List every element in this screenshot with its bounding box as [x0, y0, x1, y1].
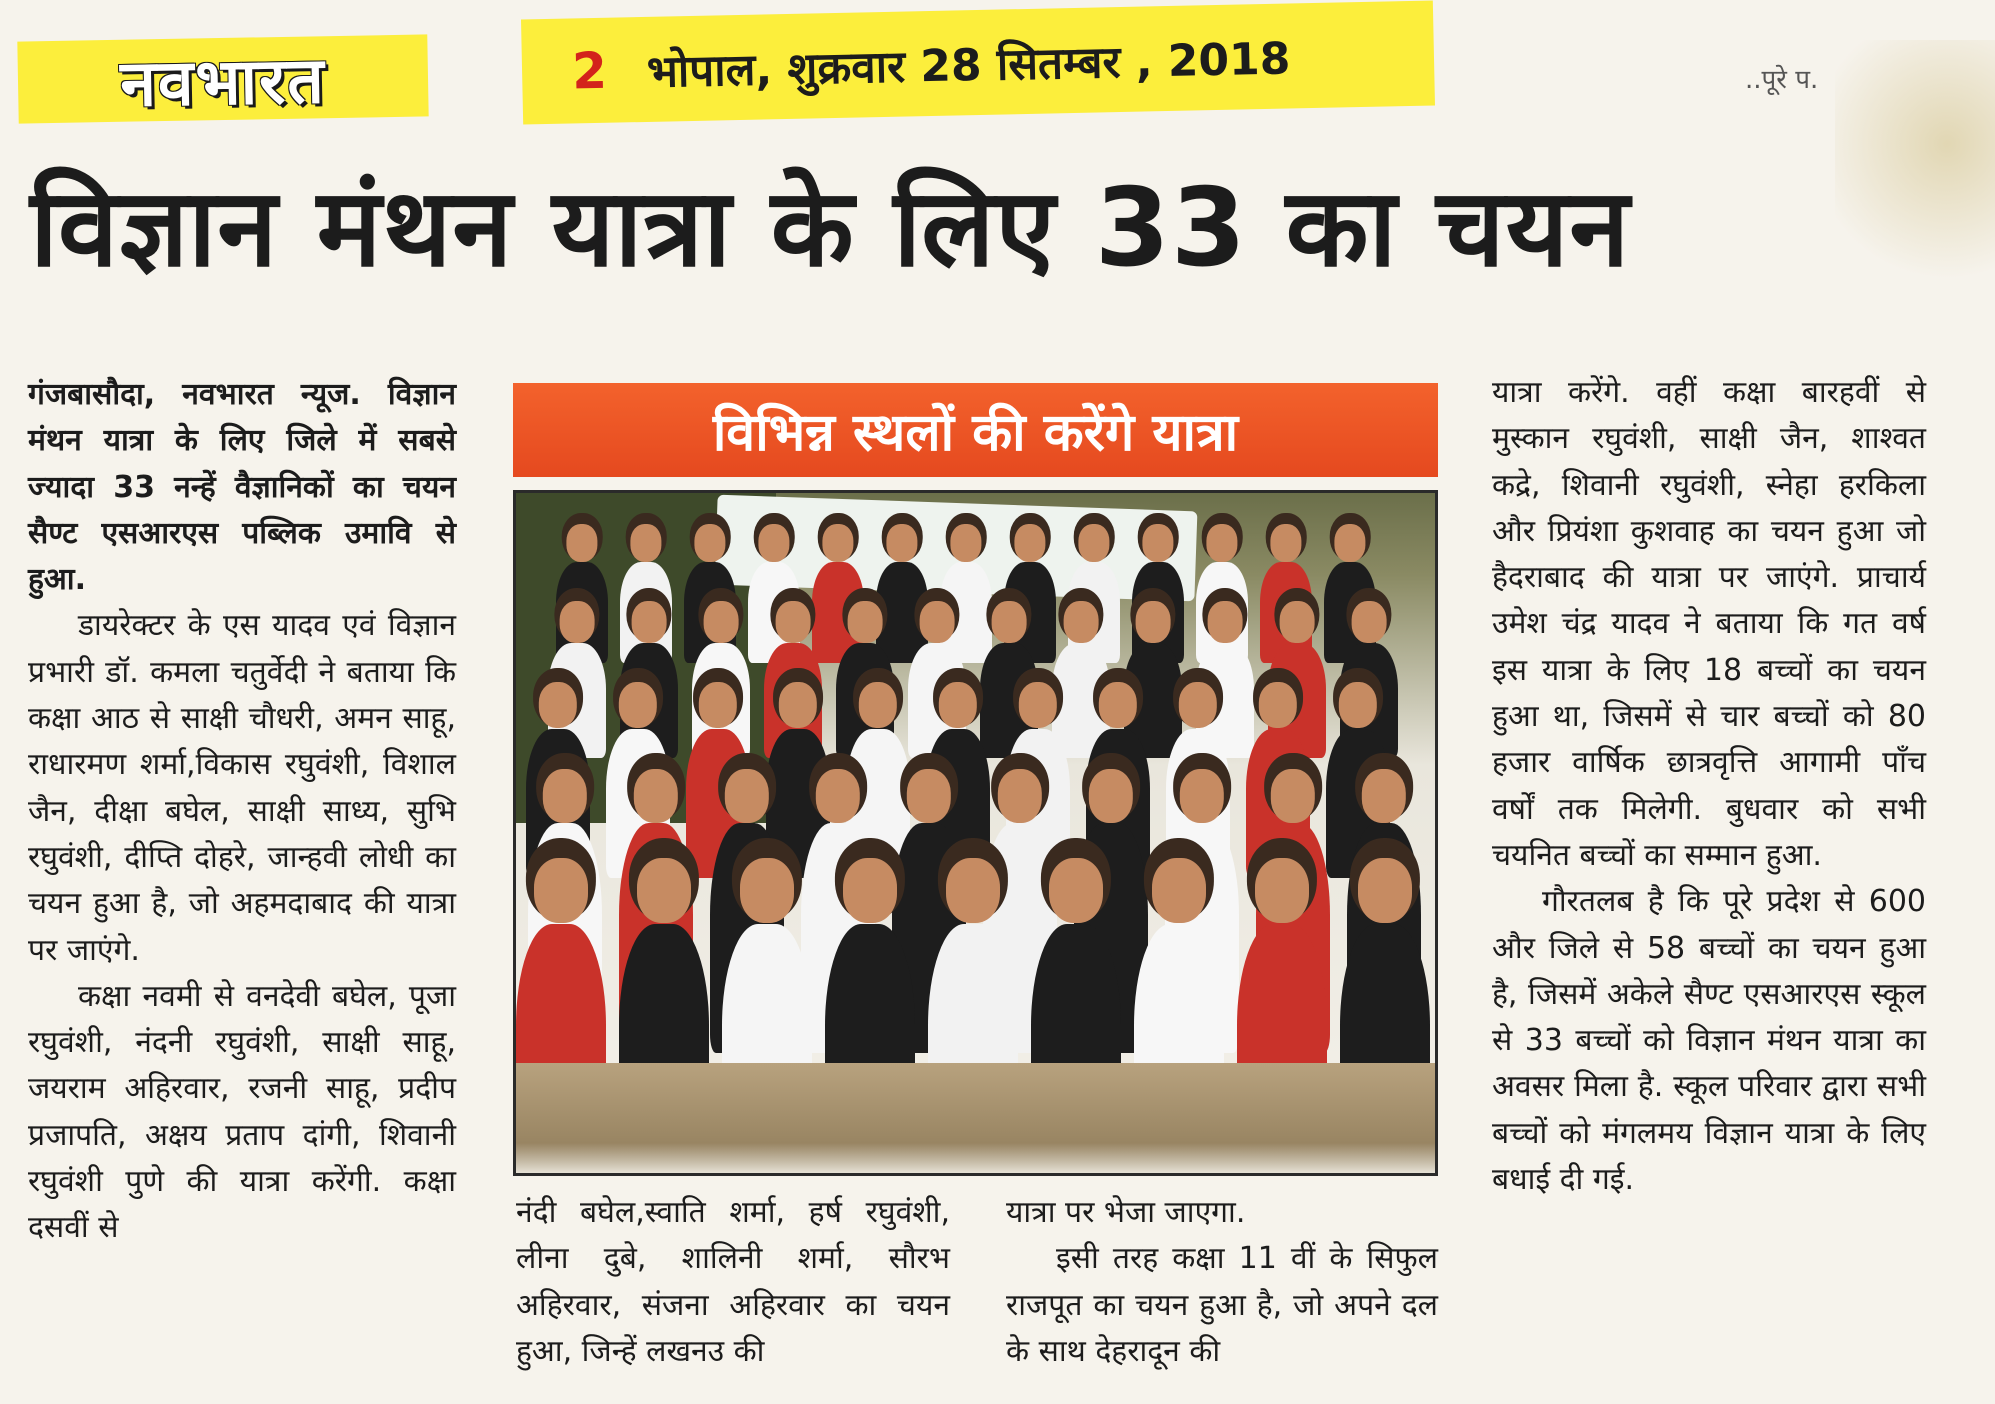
photo-person-face	[998, 769, 1042, 822]
photo-person-face	[1152, 858, 1206, 923]
photo-person-face	[630, 524, 661, 561]
photo-person-face	[694, 524, 725, 561]
page-number: 2	[571, 41, 608, 100]
photo-person-face	[779, 682, 817, 728]
photo-person-face	[992, 601, 1027, 643]
photo-person-face	[1352, 601, 1387, 643]
paragraph: डायरेक्टर के एस यादव एवं विज्ञान प्रभारी डॉ. कमला चतुर्वेदी ने बताया कि कक्षा आठ से साक्षी चौधरी, अमन साहू, राधारमण शर्मा,विकास रघुवंशी, विशाल जैन, दीक्षा बघेल, साक्षी साध्य, सुभि रघुवंशी, दीप्ति दोहरे, जान्हवी लोधी का चयन हुआ है, जो अहमदाबाद की यात्रा पर जाएंगे.	[28, 608, 456, 968]
photo-person-face	[1014, 524, 1045, 561]
photo-person-face	[758, 524, 789, 561]
photo-person-face	[619, 682, 657, 728]
column-3	[1492, 370, 1926, 1203]
column-2a	[516, 1190, 950, 1375]
headline: विज्ञान मंथन यात्रा के लिए 33 का चयन	[30, 166, 1631, 291]
photo-person-face	[566, 524, 597, 561]
photo-person-face	[1255, 858, 1309, 923]
photo-person-face	[1339, 682, 1377, 728]
photo-person-face	[1019, 682, 1057, 728]
photo-person-face	[1208, 601, 1243, 643]
photo-person-face	[1089, 769, 1133, 822]
photo-person-face	[950, 524, 981, 561]
photo-person-face	[1064, 601, 1099, 643]
photo-person-face	[1142, 524, 1173, 561]
photo-person-face	[920, 601, 955, 643]
dateline-band	[521, 0, 1435, 124]
photo-person-face	[1270, 524, 1301, 561]
photo-person-face	[1206, 524, 1237, 561]
column-1	[28, 372, 456, 1252]
photo-person-face	[534, 858, 588, 923]
lead-paragraph: गंजबासौदा, नवभारत न्यूज. विज्ञान मंथन यात्रा के लिए जिले में सबसे ज्यादा 33 नन्हें वैज्ञानिकों का चयन सैण्ट एसआरएस पब्लिक उमावि से हुआ.	[28, 377, 456, 598]
photo-person-face	[704, 601, 739, 643]
photo-person-face	[637, 858, 691, 923]
photo-person-face	[843, 858, 897, 923]
paragraph: नंदी बघेल,स्वाति शर्मा, हर्ष रघुवंशी, लीना दुबे, शालिनी शर्मा, सौरभ अहिरवार, संजना अहिरवार का चयन हुआ, जिन्हें लखनउ की	[516, 1195, 950, 1369]
photo-person-face	[1334, 524, 1365, 561]
paragraph: कक्षा नवमी से वनदेवी बघेल, पूजा रघुवंशी, नंदनी रघुवंशी, साक्षी साहू, जयराम अहिरवार, रजनी साहू, प्रदीप प्रजापति, अक्षय प्रताप दांगी, शिवानी रघुवंशी पुणे की यात्रा करेंगी. कक्षा दसवीं से	[28, 978, 456, 1246]
photo-person-face	[543, 769, 587, 822]
photo-person-face	[1049, 858, 1103, 923]
photo-person-face	[1099, 682, 1137, 728]
photo-person-face	[539, 682, 577, 728]
photo-person-face	[1271, 769, 1315, 822]
photo-person-face	[560, 601, 595, 643]
subheading-banner: विभिन्न स्थलों की करेंगे यात्रा	[513, 383, 1438, 477]
photo-edge	[516, 1143, 1435, 1173]
photo-person-face	[907, 769, 951, 822]
photo-person-face	[859, 682, 897, 728]
paragraph: गौरतलब है कि पूरे प्रदेश से 600 और जिले से 58 बच्चों का चयन हुआ है, जिसमें अकेले सैण्ट एसआरएस स्कूल से 33 बच्चों को विज्ञान मंथन यात्रा का अवसर मिला है. स्कूल परिवार द्वारा सभी बच्चों को मंगलमय विज्ञान यात्रा के लिए बधाई दी गई.	[1492, 884, 1926, 1198]
group-photo	[513, 490, 1438, 1176]
photo-person-face	[939, 682, 977, 728]
photo-person-face	[1358, 858, 1412, 923]
photo-person-face	[1259, 682, 1297, 728]
paragraph: इसी तरह कक्षा 11 वीं के सिफुल राजपूत का चयन हुआ है, जो अपने दल के साथ देहरादून की	[1006, 1241, 1438, 1369]
photo-person-face	[1362, 769, 1406, 822]
column-2b	[1006, 1190, 1438, 1375]
photo-person-face	[699, 682, 737, 728]
photo-person-face	[886, 524, 917, 561]
photo-person-face	[1180, 769, 1224, 822]
masthead-name: नवभारत	[119, 42, 327, 122]
masthead-logo	[17, 34, 428, 123]
photo-person-face	[816, 769, 860, 822]
photo-person-face	[632, 601, 667, 643]
photo-person-face	[740, 858, 794, 923]
photo-person-face	[1280, 601, 1315, 643]
corner-fragment: ..पूरे प.	[1745, 65, 1819, 95]
photo-person-face	[776, 601, 811, 643]
dateline-text: भोपाल, शुक्रवार 28 सितम्बर , 2018	[646, 32, 1291, 98]
photo-person-face	[848, 601, 883, 643]
photo-person-face	[1078, 524, 1109, 561]
photo-person-face	[1179, 682, 1217, 728]
photo-person-face	[946, 858, 1000, 923]
photo-person-face	[634, 769, 678, 822]
photo-person-face	[822, 524, 853, 561]
photo-person-face	[1136, 601, 1171, 643]
photo-person-face	[725, 769, 769, 822]
paragraph: यात्रा करेंगे. वहीं कक्षा बारहवीं से मुस्कान रघुवंशी, साक्षी जैन, शाश्वत कद्रे, शिवानी रघुवंशी, स्नेहा हरकिला और प्रियंशा कुशवाह का चयन हुआ जो हैदराबाद की यात्रा पर जाएंगे. प्राचार्य उमेश चंद्र यादव ने बताया कि गत वर्ष इस यात्रा के लिए 18 बच्चों का चयन हुआ था, जिसमें से चार बच्चों को 80 हजार वार्षिक छात्रवृत्ति आगामी पाँच वर्षों तक मिलेगी. बुधवार को सभी चयनित बच्चों का सम्मान हुआ.	[1492, 375, 1926, 873]
paragraph: यात्रा पर भेजा जाएगा.	[1006, 1195, 1246, 1230]
